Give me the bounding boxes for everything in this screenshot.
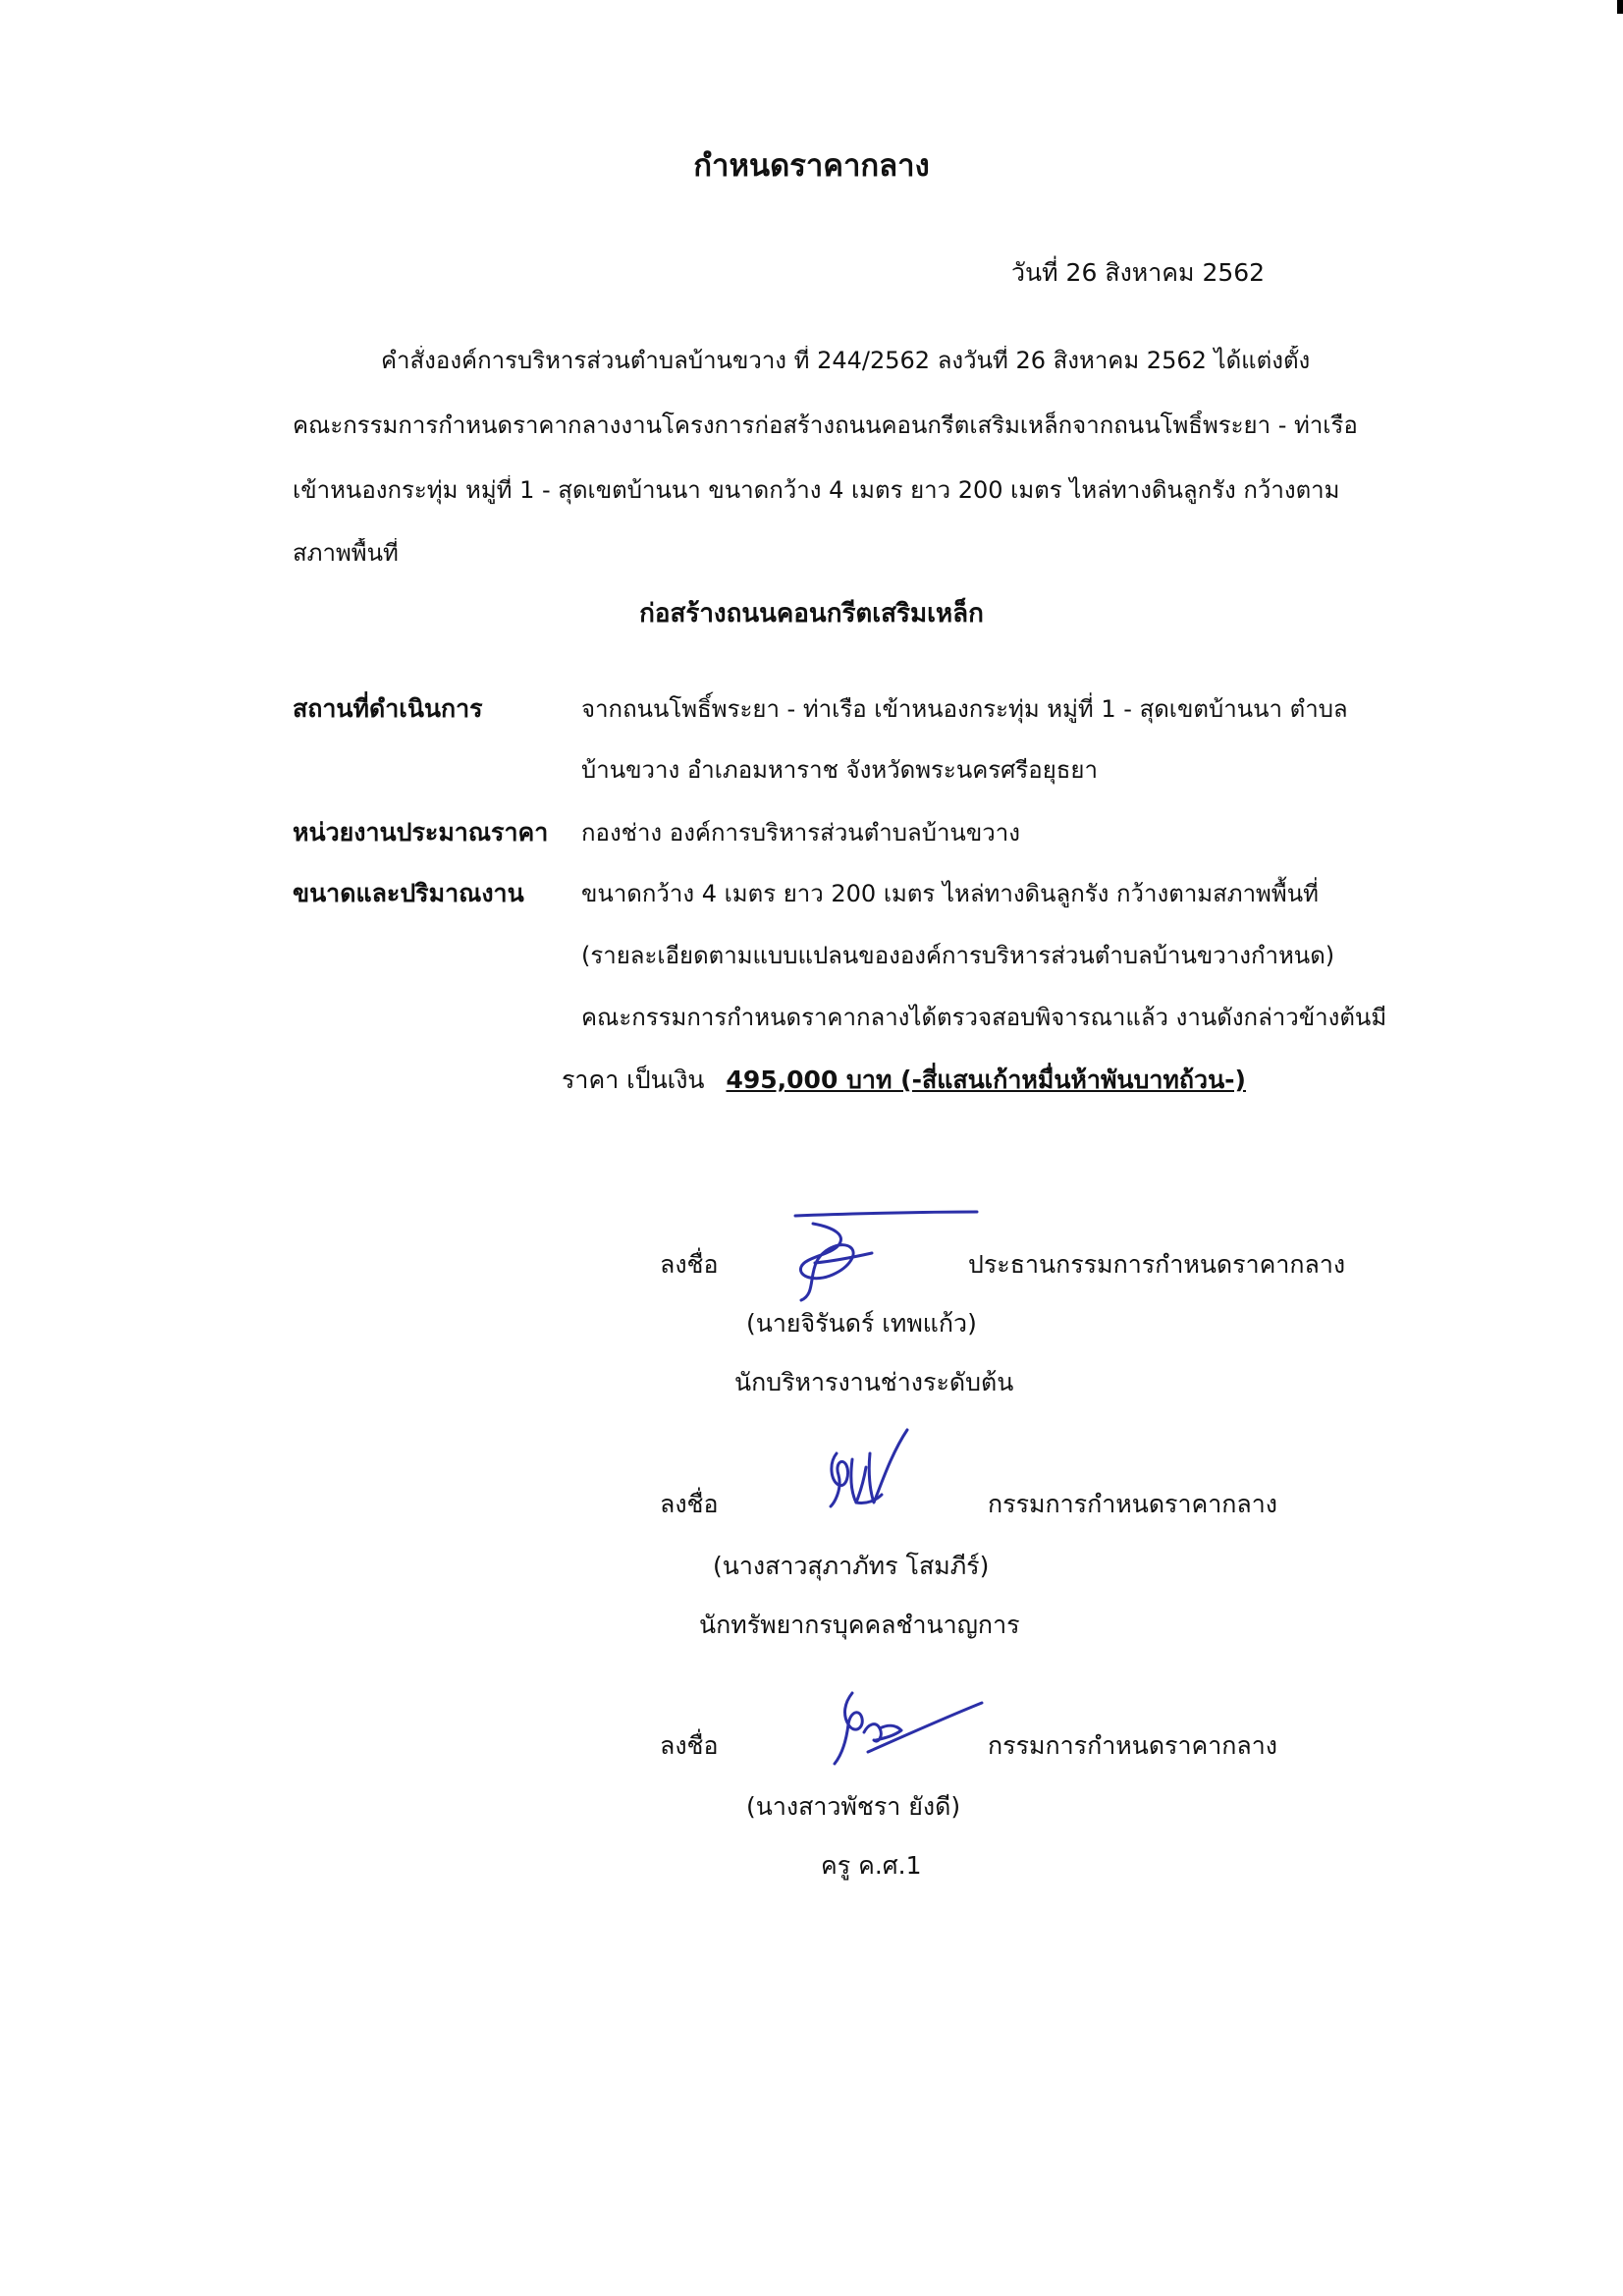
location-line-2: บ้านขวาง อำเภอมหาราช จังหวัดพระนครศรีอยุธยา [581, 756, 1098, 784]
estimator-label: หน่วยงานประมาณราคา [293, 818, 549, 847]
estimator-value: กองช่าง องค์การบริหารส่วนตำบลบ้านขวาง [581, 819, 1020, 847]
signer-role: กรรมการกำหนดราคากลาง [988, 1490, 1277, 1518]
location-label: สถานที่ดำเนินการ [293, 694, 483, 723]
size-line-3: คณะกรรมการกำหนดราคากลางได้ตรวจสอบพิจารณาแล้ว งานดังกล่าวข้างต้นมี [581, 1004, 1387, 1031]
sign-label: ลงชื่อ [660, 1250, 719, 1279]
handwritten-signature-2 [817, 1424, 925, 1522]
sign-label: ลงชื่อ [660, 1731, 719, 1760]
scan-corner-mark [1617, 0, 1623, 14]
location-line-1: จากถนนโพธิ์พระยา - ท่าเรือ เข้าหนองกระทุ่ม หมู่ที่ 1 - สุดเขตบ้านนา ตำบล [581, 695, 1348, 723]
signer-name: (นายจิรันดร์ เทพแก้ว) [746, 1309, 977, 1338]
signer-position: นักทรัพยากรบุคคลชำนาญการ [699, 1611, 1020, 1639]
signer-position: นักบริหารงานช่างระดับต้น [734, 1368, 1014, 1396]
size-line-1: ขนาดกว้าง 4 เมตร ยาว 200 เมตร ไหล่ทางดินลูกรัง กว้างตามสภาพพื้นที่ [581, 880, 1319, 907]
signer-role: กรรมการกำหนดราคากลาง [988, 1731, 1277, 1760]
signer-position: ครู ค.ศ.1 [821, 1851, 922, 1880]
document-date: วันที่ 26 สิงหาคม 2562 [1011, 258, 1266, 287]
signer-name: (นางสาวสุภาภัทร โสมภีร์) [713, 1552, 990, 1580]
intro-line-2: คณะกรรมการกำหนดราคากลางงานโครงการก่อสร้างถนนคอนกรีตเสริมเหล็กจากถนนโพธิ์พระยา - ท่าเรือ [293, 411, 1358, 439]
document-title: กำหนดราคากลาง [693, 148, 930, 184]
signer-role: ประธานกรรมการกำหนดราคากลาง [968, 1250, 1346, 1279]
intro-line-1: คำสั่งองค์การบริหารส่วนตำบลบ้านขวาง ที่ 244/2562 ลงวันที่ 26 สิงหาคม 2562 ได้แต่งตั้ง [381, 347, 1311, 374]
handwritten-signature-1 [756, 1206, 982, 1304]
price-line [562, 1061, 1246, 1100]
price-amount: 495,000 บาท (-สี่แสนเก้าหมื่นห้าพันบาทถ้วน-) [726, 1066, 1246, 1094]
size-line-2: (รายละเอียดตามแบบแปลนขององค์การบริหารส่วนตำบลบ้านขวางกำหนด) [581, 942, 1335, 969]
price-prefix: ราคา เป็นเงิน [562, 1066, 705, 1094]
size-label: ขนาดและปริมาณงาน [293, 879, 524, 907]
intro-line-3: เข้าหนองกระทุ่ม หมู่ที่ 1 - สุดเขตบ้านนา ขนาดกว้าง 4 เมตร ยาว 200 เมตร ไหล่ทางดินลูกรัง กว้างตาม [293, 476, 1340, 504]
sign-label: ลงชื่อ [660, 1490, 719, 1518]
project-subheading: ก่อสร้างถนนคอนกรีตเสริมเหล็ก [639, 599, 984, 629]
signer-name: (นางสาวพัชรา ยังดี) [746, 1792, 961, 1821]
handwritten-signature-3 [825, 1685, 992, 1774]
intro-line-4: สภาพพื้นที่ [293, 539, 399, 567]
